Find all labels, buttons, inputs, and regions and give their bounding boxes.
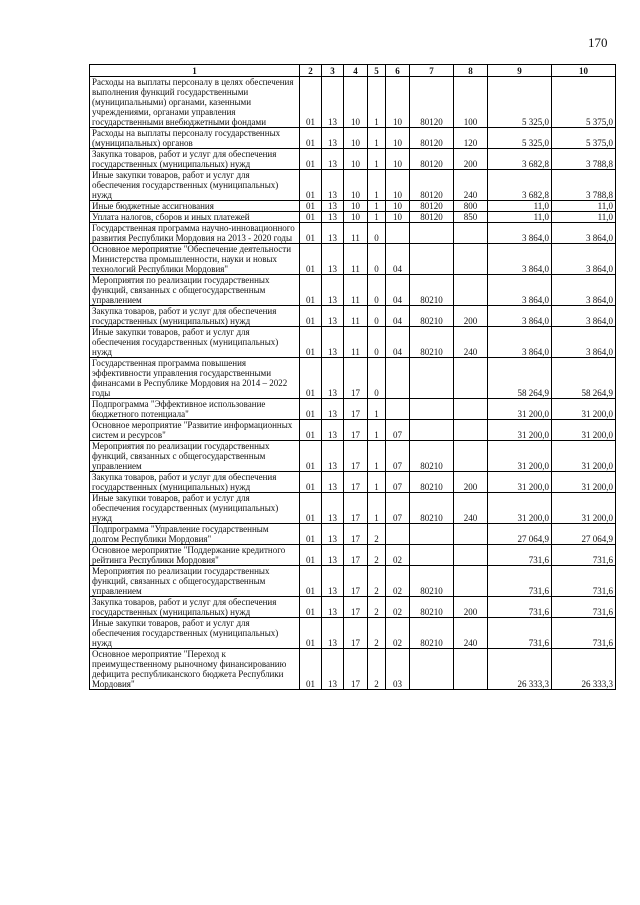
table-row	[90, 170, 616, 201]
code-program: 11	[344, 223, 368, 244]
amount-col-9: 3 864,0	[488, 275, 552, 306]
code-subsection: 13	[322, 597, 344, 618]
header-cell: 4	[344, 65, 368, 77]
code-expense-type: 240	[454, 170, 488, 201]
row-name: Основное мероприятие "Обеспечение деятельности Министерства промышленности, науки и новых технологий Республики Мордовия"	[90, 244, 300, 275]
code-expense-type: 240	[454, 618, 488, 649]
amount-col-9: 5 325,0	[488, 77, 552, 128]
amount-col-9: 3 682,8	[488, 149, 552, 170]
page-number: 170	[588, 35, 608, 50]
code-section: 01	[300, 441, 322, 472]
code-section: 01	[300, 201, 322, 212]
header-cell: 3	[322, 65, 344, 77]
code-direction: 80120	[410, 201, 454, 212]
code-program: 17	[344, 649, 368, 690]
header-cell: 8	[454, 65, 488, 77]
code-subprogram: 1	[368, 77, 386, 128]
table-row	[90, 201, 616, 212]
row-name: Иные закупки товаров, работ и услуг для обеспечения государственных (муниципальных) нужд	[90, 618, 300, 649]
code-event: 04	[386, 244, 410, 275]
code-subprogram: 2	[368, 597, 386, 618]
amount-col-9: 31 200,0	[488, 399, 552, 420]
code-direction	[410, 649, 454, 690]
code-program: 17	[344, 597, 368, 618]
row-name: Уплата налогов, сборов и иных платежей	[90, 212, 300, 223]
code-direction	[410, 399, 454, 420]
code-subprogram: 1	[368, 149, 386, 170]
code-event: 04	[386, 306, 410, 327]
code-expense-type	[454, 649, 488, 690]
code-direction: 80120	[410, 149, 454, 170]
code-event: 10	[386, 201, 410, 212]
code-program: 17	[344, 524, 368, 545]
table-header-row	[90, 65, 616, 77]
code-subsection: 13	[322, 618, 344, 649]
row-name: Закупка товаров, работ и услуг для обеспечения государственных (муниципальных) нужд	[90, 597, 300, 618]
table-row	[90, 275, 616, 306]
amount-col-9: 31 200,0	[488, 472, 552, 493]
table-row	[90, 244, 616, 275]
amount-col-10: 11,0	[552, 201, 616, 212]
table-row	[90, 493, 616, 524]
code-program: 17	[344, 545, 368, 566]
table-row	[90, 306, 616, 327]
amount-col-9: 3 864,0	[488, 244, 552, 275]
code-event: 10	[386, 170, 410, 201]
code-direction: 80210	[410, 597, 454, 618]
header-cell: 7	[410, 65, 454, 77]
table-row	[90, 128, 616, 149]
code-expense-type: 200	[454, 597, 488, 618]
code-event: 10	[386, 77, 410, 128]
amount-col-10: 3 788,8	[552, 149, 616, 170]
code-section: 01	[300, 649, 322, 690]
code-section: 01	[300, 170, 322, 201]
table-row	[90, 149, 616, 170]
code-event	[386, 358, 410, 399]
table-row	[90, 618, 616, 649]
header-cell: 5	[368, 65, 386, 77]
amount-col-10: 5 375,0	[552, 77, 616, 128]
code-event: 02	[386, 545, 410, 566]
code-subprogram: 2	[368, 566, 386, 597]
code-subsection: 13	[322, 399, 344, 420]
row-name: Основное мероприятие "Развитие информационных систем и ресурсов"	[90, 420, 300, 441]
code-event: 07	[386, 493, 410, 524]
code-subsection: 13	[322, 170, 344, 201]
table-row	[90, 649, 616, 690]
code-subprogram: 1	[368, 441, 386, 472]
row-name: Расходы на выплаты персоналу государственных (муниципальных) органов	[90, 128, 300, 149]
amount-col-9: 3 864,0	[488, 306, 552, 327]
amount-col-9: 731,6	[488, 545, 552, 566]
table-row	[90, 545, 616, 566]
amount-col-10: 11,0	[552, 212, 616, 223]
code-subsection: 13	[322, 275, 344, 306]
code-event: 04	[386, 327, 410, 358]
amount-col-10: 3 788,8	[552, 170, 616, 201]
amount-col-10: 5 375,0	[552, 128, 616, 149]
code-event: 02	[386, 597, 410, 618]
header-cell: 6	[386, 65, 410, 77]
amount-col-10: 27 064,9	[552, 524, 616, 545]
code-direction: 80210	[410, 493, 454, 524]
code-subsection: 13	[322, 566, 344, 597]
table-row	[90, 399, 616, 420]
table-body	[90, 77, 616, 690]
code-expense-type: 800	[454, 201, 488, 212]
code-expense-type	[454, 223, 488, 244]
amount-col-9: 11,0	[488, 201, 552, 212]
code-direction: 80210	[410, 566, 454, 597]
code-subsection: 13	[322, 149, 344, 170]
code-section: 01	[300, 149, 322, 170]
code-subsection: 13	[322, 441, 344, 472]
code-subprogram: 0	[368, 244, 386, 275]
budget-table	[89, 64, 616, 690]
code-program: 17	[344, 472, 368, 493]
header-cell: 10	[552, 65, 616, 77]
amount-col-10: 731,6	[552, 545, 616, 566]
code-program: 17	[344, 399, 368, 420]
code-subsection: 13	[322, 493, 344, 524]
code-subprogram: 1	[368, 472, 386, 493]
row-name: Иные закупки товаров, работ и услуг для обеспечения государственных (муниципальных) нужд	[90, 327, 300, 358]
code-section: 01	[300, 566, 322, 597]
code-subprogram: 1	[368, 170, 386, 201]
code-expense-type: 200	[454, 306, 488, 327]
code-subsection: 13	[322, 545, 344, 566]
amount-col-9: 5 325,0	[488, 128, 552, 149]
code-subprogram: 2	[368, 649, 386, 690]
amount-col-10: 731,6	[552, 597, 616, 618]
code-subprogram: 0	[368, 358, 386, 399]
row-name: Иные закупки товаров, работ и услуг для обеспечения государственных (муниципальных) нужд	[90, 493, 300, 524]
row-name: Мероприятия по реализации государственных функций, связанных с общегосударственным управлением	[90, 566, 300, 597]
code-program: 17	[344, 618, 368, 649]
code-direction	[410, 524, 454, 545]
code-event	[386, 524, 410, 545]
code-direction	[410, 358, 454, 399]
code-subprogram: 1	[368, 212, 386, 223]
table-row	[90, 566, 616, 597]
amount-col-9: 31 200,0	[488, 441, 552, 472]
amount-col-10: 3 864,0	[552, 327, 616, 358]
code-expense-type	[454, 441, 488, 472]
code-direction	[410, 420, 454, 441]
row-name: Подпрограмма "Эффективное использование бюджетного потенциала"	[90, 399, 300, 420]
code-expense-type: 100	[454, 77, 488, 128]
code-expense-type	[454, 566, 488, 597]
code-direction: 80210	[410, 327, 454, 358]
table-row	[90, 77, 616, 128]
code-subprogram: 0	[368, 327, 386, 358]
amount-col-10: 731,6	[552, 618, 616, 649]
amount-col-9: 11,0	[488, 212, 552, 223]
code-subprogram: 1	[368, 201, 386, 212]
code-section: 01	[300, 244, 322, 275]
code-program: 17	[344, 358, 368, 399]
amount-col-9: 26 333,3	[488, 649, 552, 690]
code-program: 10	[344, 128, 368, 149]
code-direction	[410, 244, 454, 275]
code-subsection: 13	[322, 327, 344, 358]
code-subsection: 13	[322, 201, 344, 212]
code-section: 01	[300, 77, 322, 128]
amount-col-9: 58 264,9	[488, 358, 552, 399]
code-expense-type: 240	[454, 327, 488, 358]
row-name: Основное мероприятие "Поддержание кредитного рейтинга Республики Мордовия"	[90, 545, 300, 566]
code-expense-type	[454, 545, 488, 566]
amount-col-10: 31 200,0	[552, 472, 616, 493]
code-section: 01	[300, 472, 322, 493]
code-event: 10	[386, 128, 410, 149]
code-event: 10	[386, 212, 410, 223]
amount-col-10: 31 200,0	[552, 420, 616, 441]
code-section: 01	[300, 223, 322, 244]
code-program: 10	[344, 212, 368, 223]
code-program: 11	[344, 275, 368, 306]
code-subprogram: 2	[368, 618, 386, 649]
code-subsection: 13	[322, 223, 344, 244]
code-subprogram: 1	[368, 493, 386, 524]
code-expense-type: 200	[454, 472, 488, 493]
row-name: Государственная программа повышения эффективности управления государственными финансами в Республике Мордовия на 2014 – 2022 годы	[90, 358, 300, 399]
code-event	[386, 399, 410, 420]
row-name: Закупка товаров, работ и услуг для обеспечения государственных (муниципальных) нужд	[90, 149, 300, 170]
code-event: 02	[386, 566, 410, 597]
code-section: 01	[300, 524, 322, 545]
code-section: 01	[300, 493, 322, 524]
code-section: 01	[300, 327, 322, 358]
code-section: 01	[300, 306, 322, 327]
code-expense-type: 240	[454, 493, 488, 524]
amount-col-9: 3 864,0	[488, 223, 552, 244]
row-name: Закупка товаров, работ и услуг для обеспечения государственных (муниципальных) нужд	[90, 472, 300, 493]
amount-col-10: 31 200,0	[552, 493, 616, 524]
table-row	[90, 327, 616, 358]
header-cell: 1	[90, 65, 300, 77]
amount-col-10: 3 864,0	[552, 244, 616, 275]
table-row	[90, 420, 616, 441]
code-program: 11	[344, 306, 368, 327]
code-event: 07	[386, 472, 410, 493]
code-program: 17	[344, 441, 368, 472]
code-expense-type: 120	[454, 128, 488, 149]
code-section: 01	[300, 128, 322, 149]
code-event: 07	[386, 441, 410, 472]
code-subprogram: 0	[368, 306, 386, 327]
code-subprogram: 1	[368, 399, 386, 420]
code-direction: 80210	[410, 275, 454, 306]
code-expense-type	[454, 358, 488, 399]
row-name: Мероприятия по реализации государственных функций, связанных с общегосударственным управлением	[90, 441, 300, 472]
header-cell: 2	[300, 65, 322, 77]
amount-col-9: 31 200,0	[488, 420, 552, 441]
code-program: 10	[344, 201, 368, 212]
amount-col-9: 731,6	[488, 597, 552, 618]
code-subprogram: 2	[368, 545, 386, 566]
amount-col-10: 731,6	[552, 566, 616, 597]
amount-col-9: 31 200,0	[488, 493, 552, 524]
code-subprogram: 0	[368, 223, 386, 244]
code-section: 01	[300, 212, 322, 223]
code-event: 02	[386, 618, 410, 649]
table-row	[90, 472, 616, 493]
code-expense-type	[454, 275, 488, 306]
amount-col-10: 3 864,0	[552, 306, 616, 327]
table-row	[90, 441, 616, 472]
code-expense-type	[454, 420, 488, 441]
code-direction: 80120	[410, 128, 454, 149]
code-expense-type: 850	[454, 212, 488, 223]
code-program: 10	[344, 77, 368, 128]
code-direction	[410, 545, 454, 566]
code-subprogram: 1	[368, 128, 386, 149]
code-expense-type	[454, 524, 488, 545]
code-subsection: 13	[322, 358, 344, 399]
code-direction	[410, 223, 454, 244]
code-program: 10	[344, 149, 368, 170]
code-event: 03	[386, 649, 410, 690]
code-program: 11	[344, 327, 368, 358]
code-program: 17	[344, 566, 368, 597]
table-row	[90, 597, 616, 618]
amount-col-10: 58 264,9	[552, 358, 616, 399]
code-section: 01	[300, 358, 322, 399]
code-subsection: 13	[322, 524, 344, 545]
amount-col-9: 731,6	[488, 618, 552, 649]
amount-col-10: 3 864,0	[552, 223, 616, 244]
table-row	[90, 358, 616, 399]
code-subsection: 13	[322, 472, 344, 493]
row-name: Закупка товаров, работ и услуг для обеспечения государственных (муниципальных) нужд	[90, 306, 300, 327]
code-expense-type: 200	[454, 149, 488, 170]
code-program: 17	[344, 420, 368, 441]
row-name: Подпрограмма "Управление государственным долгом Республики Мордовия"	[90, 524, 300, 545]
code-expense-type	[454, 244, 488, 275]
code-direction: 80120	[410, 77, 454, 128]
code-subprogram: 1	[368, 420, 386, 441]
code-direction: 80210	[410, 306, 454, 327]
code-section: 01	[300, 597, 322, 618]
code-direction: 80210	[410, 618, 454, 649]
code-subprogram: 2	[368, 524, 386, 545]
code-subprogram: 0	[368, 275, 386, 306]
code-section: 01	[300, 399, 322, 420]
code-direction: 80120	[410, 170, 454, 201]
code-event	[386, 223, 410, 244]
code-subsection: 13	[322, 306, 344, 327]
code-subsection: 13	[322, 128, 344, 149]
amount-col-9: 27 064,9	[488, 524, 552, 545]
code-direction: 80210	[410, 472, 454, 493]
code-direction: 80120	[410, 212, 454, 223]
code-section: 01	[300, 545, 322, 566]
row-name: Иные бюджетные ассигнования	[90, 201, 300, 212]
amount-col-9: 731,6	[488, 566, 552, 597]
row-name: Мероприятия по реализации государственных функций, связанных с общегосударственным управлением	[90, 275, 300, 306]
code-section: 01	[300, 275, 322, 306]
code-section: 01	[300, 420, 322, 441]
header-cell: 9	[488, 65, 552, 77]
row-name: Основное мероприятие "Переход к преимущественному рыночному финансированию дефицита республиканского бюджета Республики Мордовия"	[90, 649, 300, 690]
table-row	[90, 524, 616, 545]
table-row	[90, 223, 616, 244]
code-event: 04	[386, 275, 410, 306]
amount-col-10: 31 200,0	[552, 399, 616, 420]
table-row	[90, 212, 616, 223]
code-subsection: 13	[322, 77, 344, 128]
code-event: 10	[386, 149, 410, 170]
code-program: 17	[344, 493, 368, 524]
row-name: Государственная программа научно-инновационного развития Республики Мордовия на 2013 - 2020 годы	[90, 223, 300, 244]
amount-col-9: 3 864,0	[488, 327, 552, 358]
amount-col-10: 3 864,0	[552, 275, 616, 306]
amount-col-10: 26 333,3	[552, 649, 616, 690]
code-program: 11	[344, 244, 368, 275]
amount-col-9: 3 682,8	[488, 170, 552, 201]
row-name: Иные закупки товаров, работ и услуг для обеспечения государственных (муниципальных) нужд	[90, 170, 300, 201]
code-subsection: 13	[322, 244, 344, 275]
code-subsection: 13	[322, 420, 344, 441]
code-subsection: 13	[322, 212, 344, 223]
code-section: 01	[300, 618, 322, 649]
code-subsection: 13	[322, 649, 344, 690]
code-program: 10	[344, 170, 368, 201]
amount-col-10: 31 200,0	[552, 441, 616, 472]
row-name: Расходы на выплаты персоналу в целях обеспечения выполнения функций государственными (муниципальными) органами, казенными учреждениями, органами управления государственными внебюджетными фондами	[90, 77, 300, 128]
code-event: 07	[386, 420, 410, 441]
code-expense-type	[454, 399, 488, 420]
code-direction: 80210	[410, 441, 454, 472]
